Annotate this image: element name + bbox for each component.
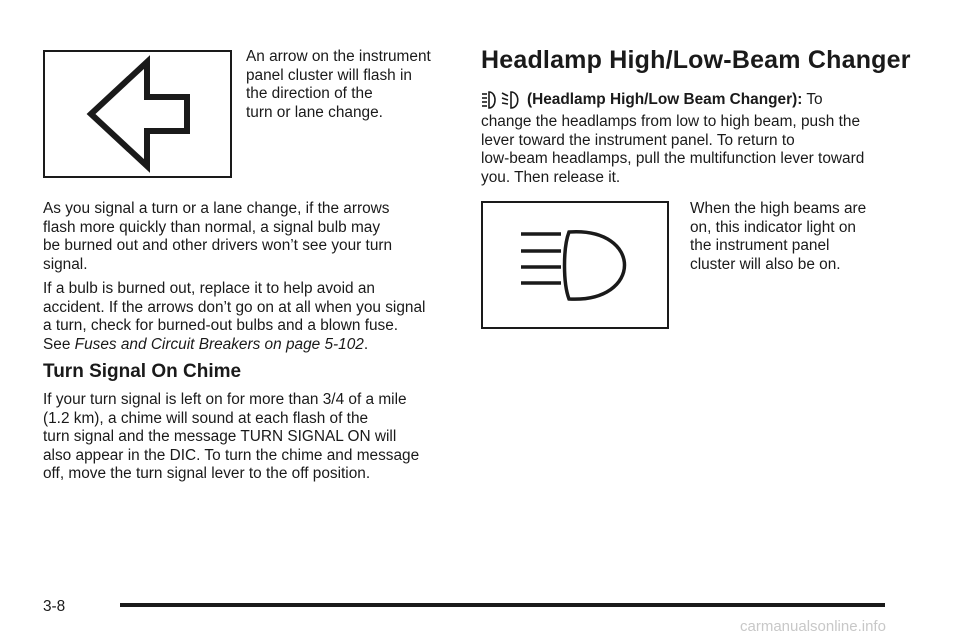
turn-arrow-figure — [43, 50, 232, 178]
footer-rule — [120, 603, 885, 607]
high-beam-caption — [690, 200, 920, 274]
arrow-caption-line: panel cluster will flash in — [246, 66, 412, 84]
high-beam-icon — [481, 91, 498, 109]
caption-line: the instrument panel — [690, 237, 830, 255]
paragraph-line: (1.2 km), a chime will sound at each flash of the — [43, 409, 369, 427]
paragraph-line: low-beam headlamps, pull the multifunction lever toward — [481, 150, 865, 168]
paragraph-line: be burned out and other drivers won’t see your turn — [43, 237, 393, 255]
signal-paragraph-1 — [43, 200, 463, 274]
headlamp-label-rest: To — [802, 91, 823, 108]
signal-paragraph-2 — [43, 280, 463, 354]
headlamp-label — [527, 91, 823, 110]
page-title-headlamp-changer: Headlamp High/Low-Beam Changer — [481, 46, 911, 74]
headlamp-paragraph — [481, 113, 921, 187]
caption-line: cluster will also be on. — [690, 255, 841, 273]
caption-line: on, this indicator light on — [690, 218, 856, 236]
arrow-caption-line: the direction of the — [246, 85, 373, 103]
arrow-caption-line: turn or lane change. — [246, 103, 383, 121]
low-beam-icon — [501, 91, 521, 109]
see-text: See — [43, 335, 75, 353]
paragraph-line: If a bulb is burned out, replace it to help avoid an — [43, 280, 375, 297]
fuses-reference-link[interactable]: Fuses and Circuit Breakers on page 5-102 — [74, 335, 364, 353]
arrow-caption — [246, 48, 456, 122]
paragraph-line: flash more quickly than normal, a signal bulb may — [43, 218, 381, 236]
paragraph-line — [43, 336, 463, 355]
paragraph-line: also appear in the DIC. To turn the chime and message — [43, 446, 420, 464]
left-arrow-icon — [45, 52, 230, 176]
paragraph-line: accident. If the arrows don’t go on at all when you signal — [43, 298, 426, 316]
paragraph-line: If your turn signal is left on for more than 3/4 of a mile — [43, 391, 407, 408]
paragraph-line: signal. — [43, 255, 88, 273]
paragraph-line: lever toward the instrument panel. To return to — [481, 131, 795, 149]
headlamp-label-bold: (Headlamp High/Low Beam Changer): — [527, 91, 803, 108]
paragraph-line: a turn, check for burned-out bulbs and a blown fuse. — [43, 317, 399, 335]
caption-line: When the high beams are — [690, 200, 867, 217]
arrow-caption-line: An arrow on the instrument — [246, 48, 431, 65]
period-text: . — [363, 335, 369, 353]
headlamp-label-row — [481, 91, 921, 110]
watermark: carmanualsonline.info — [740, 618, 886, 635]
paragraph-line: off, move the turn signal lever to the off position. — [43, 465, 371, 483]
page-number: 3-8 — [43, 598, 66, 615]
section-title-turn-signal-chime: Turn Signal On Chime — [43, 361, 242, 382]
paragraph-line: you. Then release it. — [481, 168, 621, 186]
high-beam-figure — [481, 201, 669, 329]
paragraph-line: As you signal a turn or a lane change, if the arrows — [43, 200, 390, 217]
paragraph-line: change the headlamps from low to high beam, push the — [481, 113, 861, 130]
chime-paragraph — [43, 391, 463, 484]
high-beam-indicator-icon — [483, 203, 667, 327]
paragraph-line: turn signal and the message TURN SIGNAL ON will — [43, 428, 397, 446]
